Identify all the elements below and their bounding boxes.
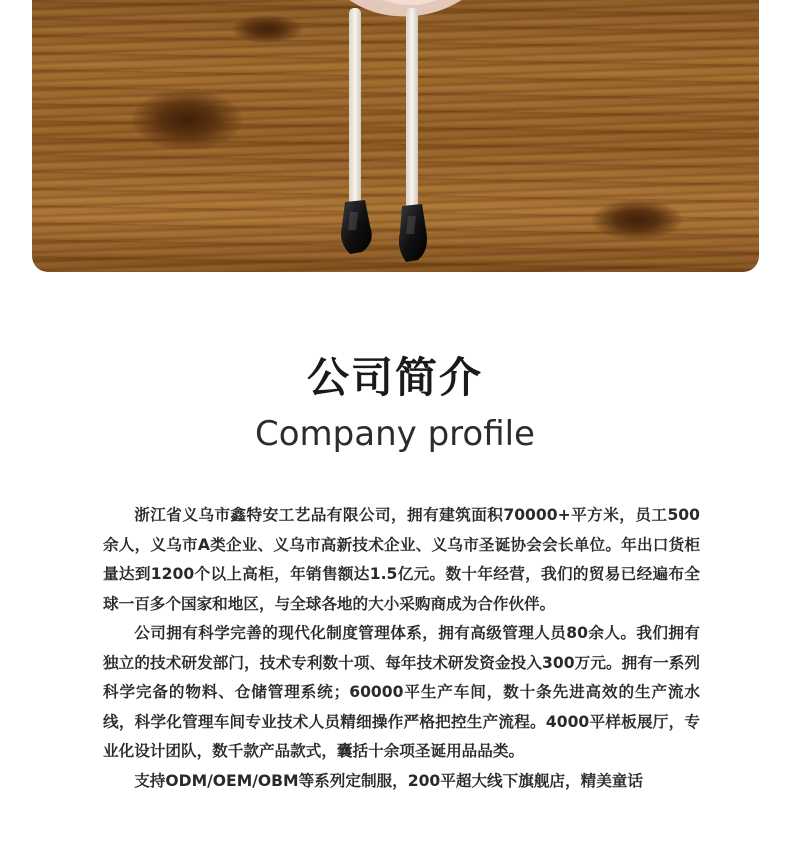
profile-paragraph: 支持ODM/OEM/OBM等系列定制服，200平超大线下旗舰店，精美童话: [134, 771, 643, 790]
profile-paragraph: 浙江省义乌市鑫特安工艺品有限公司，拥有建筑面积70000+平方米，员工500余人，义乌市A类企业、义乌市高新技术企业、义乌市圣诞协会会长单位。年出口货柜量达到1200个以上高柜，年销售额达1.5亿元。数十年经营，我们的贸易已经遍布全球一百多个国家和地区，与全球各地的大小采购商成为合作伙伴。: [103, 506, 700, 613]
company-profile-text: [103, 501, 700, 796]
product-photo-wood-background: [32, 0, 759, 272]
toy-legs-illustration: [32, 0, 759, 272]
section-title-english: Company profile: [255, 414, 535, 454]
section-title-chinese: 公司简介: [306, 353, 483, 402]
profile-paragraph: 公司拥有科学完善的现代化制度管理体系，拥有高级管理人员80余人。我们拥有独立的技术研发部门，技术专利数十项、每年技术研发资金投入300万元。拥有一系列科学完备的物料、仓储管理系统；60000平生产车间，数十条先进高效的生产流水线，科学化管理车间专业技术人员精细操作严格把控生产流程。4000平样板展厅，专业化设计团队，数千款产品款式，囊括十余项圣诞用品品类。: [103, 624, 700, 760]
